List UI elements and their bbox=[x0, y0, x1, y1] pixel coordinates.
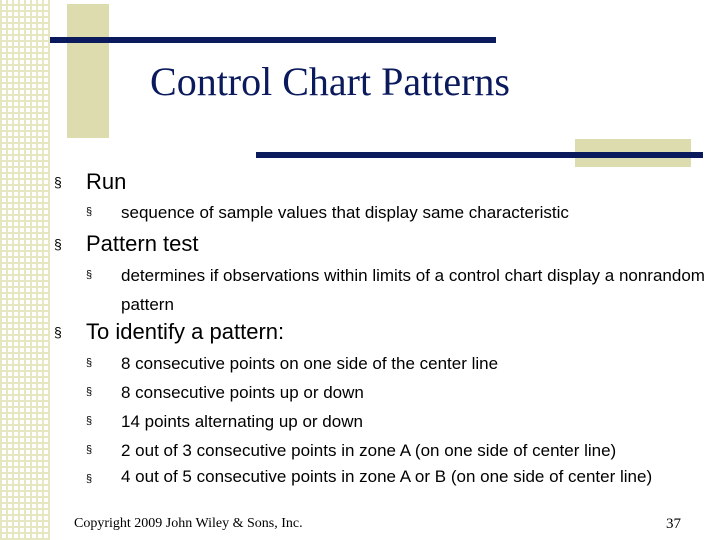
bullet-marker-icon: § bbox=[54, 324, 62, 340]
page-number: 37 bbox=[666, 516, 681, 532]
bullet-marker-icon: § bbox=[54, 236, 62, 252]
sub-bullet-text: 14 points alternating up or down bbox=[121, 412, 363, 431]
bullet-marker-icon: § bbox=[86, 444, 93, 456]
bullet-text: Pattern test bbox=[86, 231, 199, 256]
bullet-text: Run bbox=[86, 169, 127, 194]
bullet-marker-icon: § bbox=[86, 357, 93, 369]
slide-title: Control Chart Patterns bbox=[150, 59, 510, 104]
bullet-marker-icon: § bbox=[54, 174, 62, 190]
copyright-footer: Copyright 2009 John Wiley & Sons, Inc. bbox=[74, 516, 303, 531]
sub-bullet-text: determines if observations within limits of a control chart display a nonrandom pattern bbox=[121, 266, 705, 314]
bullet-marker-icon: § bbox=[86, 206, 93, 218]
sub-bullet-text: 8 consecutive points up or down bbox=[121, 383, 364, 402]
bullet-marker-icon: § bbox=[86, 386, 93, 398]
decorative-strip bbox=[0, 0, 50, 540]
sub-bullet-text: 2 out of 3 consecutive points in zone A (on one side of center line) bbox=[121, 441, 617, 460]
sub-bullet-text: sequence of sample values that display same characteristic bbox=[121, 203, 569, 222]
title-rule-top bbox=[50, 37, 496, 43]
bullet-marker-icon: § bbox=[86, 473, 93, 485]
sub-bullet-text: 8 consecutive points on one side of the center line bbox=[121, 354, 499, 373]
bullet-marker-icon: § bbox=[86, 269, 93, 281]
title-rule-bottom bbox=[256, 152, 703, 158]
bullet-marker-icon: § bbox=[86, 415, 93, 427]
sub-bullet-text: 4 out of 5 consecutive points in zone A or B (on one side of center line) bbox=[121, 467, 653, 486]
bullet-text: To identify a pattern: bbox=[86, 319, 285, 344]
